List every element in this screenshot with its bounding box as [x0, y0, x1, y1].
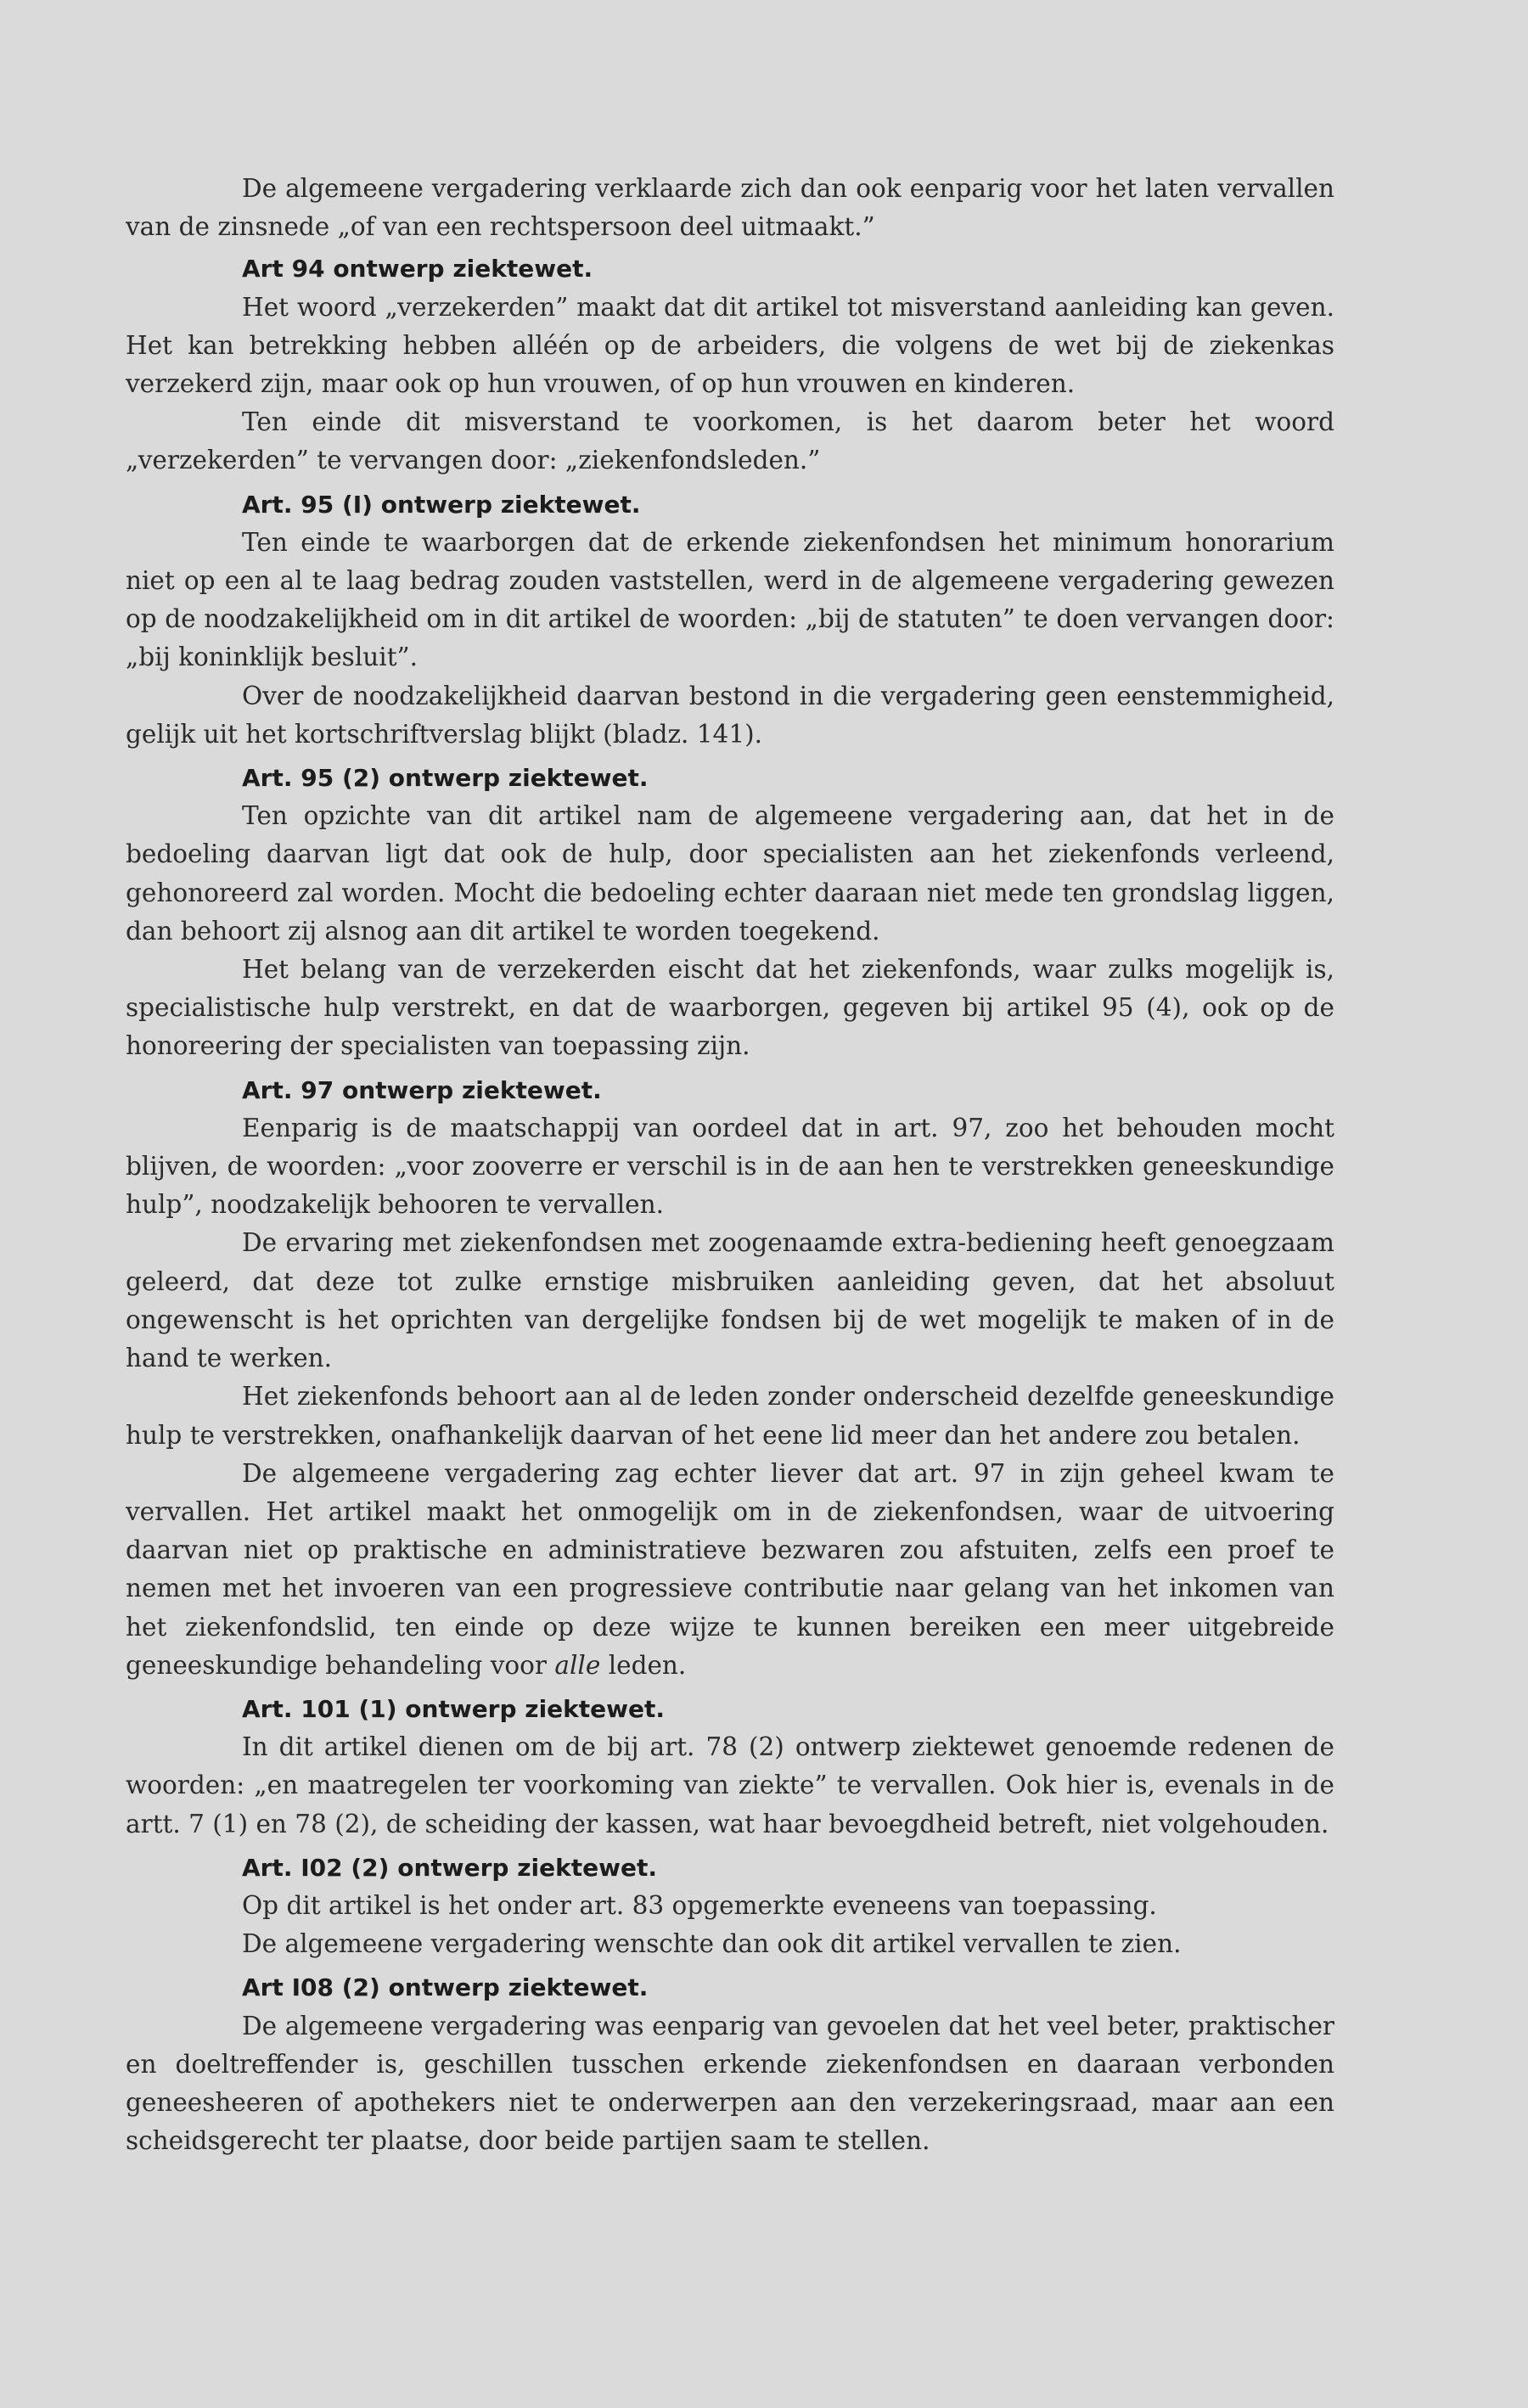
- paragraph: De algemeene vergadering was eenparig van gevoelen dat het veel beter, praktischer en doeltreffender is, geschillen tusschen erkende ziekenfondsen en daaraan verbonden geneesheeren of apothekers niet te onderwerpen aan den verzekeringsraad, maar aan een scheidsgerecht ter plaatse, door beide partijen saam te stellen.: [126, 2011, 1334, 2156]
- paragraph: Het woord „verzekerden” maakt dat dit artikel tot misverstand aanleiding kan geven. Het kan betrekking hebben alléén op de arbeiders, die volgens de wet bij de ziekenkas verzekerd zijn, maar ook op hun vrouwen, of op hun vrouwen en kinderen.: [126, 292, 1334, 399]
- paragraph: Ten einde te waarborgen dat de erkende ziekenfondsen het minimum honorarium niet op een al te laag bedrag zouden vaststellen, werd in de algemeene vergadering gewezen op de noodzakelijkheid om in dit artikel de woorden: „bij de statuten” te doen vervangen door: „bij koninklijk besluit”.: [126, 527, 1334, 672]
- paragraph: [126, 1455, 1334, 1685]
- paragraph: Ten einde dit misverstand te voorkomen, is het daarom beter het woord „verzekerden” te vervangen door: „ziekenfondsleden.”: [126, 407, 1334, 475]
- section-heading-art-101-1: Art. 101 (1) ontwerp ziektewet.: [242, 1694, 666, 1723]
- paragraph: Op dit artikel is het onder art. 83 opgemerkte eveneens van toepassing.: [242, 1890, 1157, 1920]
- section-heading-art-108-2: Art I08 (2) ontwerp ziektewet.: [242, 1973, 649, 2002]
- section-heading-art-94: Art 94 ontwerp ziektewet.: [242, 255, 593, 283]
- paragraph: Ten opzichte van dit artikel nam de algemeene vergadering aan, dat het in de bedoeling daarvan ligt dat ook de hulp, door specialisten aan het ziekenfonds verleend, gehonoreerd zal worden. Mocht die bedoeling echter daaraan niet mede ten grondslag liggen, dan behoort zij alsnog aan dit artikel te worden toegekend.: [126, 801, 1334, 946]
- paragraph: De algemeene vergadering wenschte dan ook dit artikel vervallen te zien.: [242, 1929, 1182, 1959]
- paragraph: De algemeene vergadering verklaarde zich dan ook eenparig voor het laten vervallen van de zinsnede „of van een rechtspersoon deel uitmaakt.”: [126, 174, 1334, 242]
- section-heading-art-95-1: Art. 95 (I) ontwerp ziektewet.: [242, 490, 641, 519]
- paragraph: In dit artikel dienen om de bij art. 78 (2) ontwerp ziektewet genoemde redenen de woorden: „en maatregelen ter voorkoming van ziekte” te vervallen. Ook hier is, evenals in de artt. 7 (1) en 78 (2), de scheiding der kassen, wat haar bevoegdheid betreft, niet volgehouden.: [126, 1732, 1334, 1838]
- emphasis-text: alle: [554, 1650, 601, 1680]
- section-heading-art-97: Art. 97 ontwerp ziektewet.: [242, 1075, 602, 1104]
- paragraph-text: De algemeene vergadering zag echter liever dat art. 97 in zijn geheel kwam te vervallen. Het artikel maakt het onmogelijk om in de ziekenfondsen, waar de uitvoering daarvan niet op praktische en administratieve bezwaren zou afstuiten, zelfs een proef te nemen met het invoeren van een progressieve contributie naar gelang van het inkomen van het ziekenfondslid, ten einde op deze wijze te kunnen bereiken een meer uitgebreide geneeskundige behandeling voor: [126, 1458, 1334, 1680]
- paragraph: Het belang van de verzekerden eischt dat het ziekenfonds, waar zulks mogelijk is, specialistische hulp verstrekt, en dat de waarborgen, gegeven bij artikel 95 (4), ook op de honoreering der specialisten van toepassing zijn.: [126, 955, 1334, 1061]
- paragraph-tail: leden.: [600, 1650, 687, 1680]
- document-body: [126, 170, 1334, 2160]
- paragraph: De ervaring met ziekenfondsen met zoogenaamde extra-bediening heeft genoegzaam geleerd, dat deze tot zulke ernstige misbruiken aanleiding geven, dat het absoluut ongewenscht is het oprichten van dergelijke fondsen bij de wet mogelijk te maken of in de hand te werken.: [126, 1228, 1334, 1373]
- section-heading-art-95-2: Art. 95 (2) ontwerp ziektewet.: [242, 764, 649, 793]
- section-heading-art-102-2: Art. I02 (2) ontwerp ziektewet.: [242, 1853, 657, 1882]
- paragraph: Het ziekenfonds behoort aan al de leden zonder onderscheid dezelfde geneeskundige hulp te verstrekken, onafhankelijk daarvan of het eene lid meer dan het andere zou betalen.: [126, 1382, 1334, 1450]
- paragraph: Over de noodzakelijkheid daarvan bestond in die vergadering geen eenstemmigheid, gelijk uit het kortschriftverslag blijkt (bladz. 141).: [126, 681, 1334, 749]
- paragraph: Eenparig is de maatschappij van oordeel dat in art. 97, zoo het behouden mocht blijven, de woorden: „voor zooverre er verschil is in de aan hen te verstrekken geneeskundige hulp”, noodzakelijk behooren te vervallen.: [126, 1113, 1334, 1220]
